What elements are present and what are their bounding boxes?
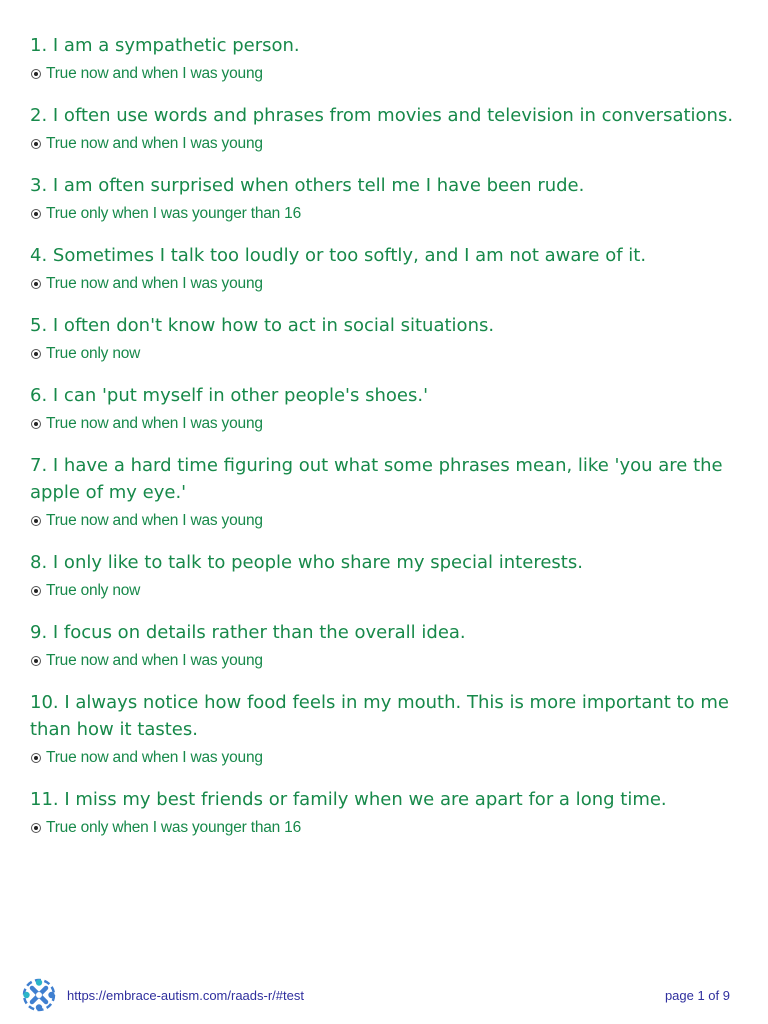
answer-label: True now and when I was young: [46, 65, 263, 82]
question-text: 1. I am a sympathetic person.: [30, 35, 300, 56]
radio-selected-icon: [31, 279, 41, 289]
selected-answer: [30, 344, 742, 364]
question-item: [30, 689, 742, 768]
question-item: [30, 102, 742, 154]
answer-label: True now and when I was young: [46, 135, 263, 152]
question-item: [30, 32, 742, 84]
selected-answer: [30, 748, 742, 768]
selected-answer: [30, 274, 742, 294]
selected-answer: [30, 414, 742, 434]
question-text: 6. I can 'put myself in other people's shoes.': [30, 385, 429, 406]
question-item: [30, 382, 742, 434]
answer-label: True now and when I was young: [46, 749, 263, 766]
answer-label: True only when I was younger than 16: [46, 205, 302, 222]
radio-selected-icon: [31, 419, 41, 429]
selected-answer: [30, 651, 742, 671]
question-item: [30, 452, 742, 531]
question-item: [30, 619, 742, 671]
answer-label: True now and when I was young: [46, 512, 263, 529]
question-text: 2. I often use words and phrases from movies and television in conversations.: [30, 105, 734, 126]
answer-label: True now and when I was young: [46, 275, 263, 292]
answer-label: True only when I was younger than 16: [46, 819, 302, 836]
question-text: 8. I only like to talk to people who share my special interests.: [30, 552, 583, 573]
answer-label: True only now: [46, 582, 141, 599]
answer-label: True now and when I was young: [46, 415, 263, 432]
radio-selected-icon: [31, 209, 41, 219]
question-text: 10. I always notice how food feels in my mouth. This is more important to me than how it tastes.: [30, 692, 729, 740]
answer-label: True only now: [46, 345, 141, 362]
selected-answer: [30, 64, 742, 84]
radio-selected-icon: [31, 656, 41, 666]
question-item: [30, 549, 742, 601]
radio-selected-icon: [31, 349, 41, 359]
page-footer: [20, 976, 730, 1014]
question-text: 11. I miss my best friends or family when we are apart for a long time.: [30, 789, 667, 810]
question-item: [30, 312, 742, 364]
question-text: 9. I focus on details rather than the overall idea.: [30, 622, 466, 643]
selected-answer: [30, 581, 742, 601]
question-list: [30, 32, 742, 856]
question-text: 4. Sometimes I talk too loudly or too softly, and I am not aware of it.: [30, 245, 647, 266]
answer-label: True now and when I was young: [46, 652, 263, 669]
page-number: page 1 of 9: [664, 987, 730, 1003]
selected-answer: [30, 204, 742, 224]
selected-answer: [30, 511, 742, 531]
question-item: [30, 786, 742, 838]
radio-selected-icon: [31, 586, 41, 596]
question-text: 5. I often don't know how to act in social situations.: [30, 315, 495, 336]
radio-selected-icon: [31, 823, 41, 833]
radio-selected-icon: [31, 139, 41, 149]
radio-selected-icon: [31, 69, 41, 79]
selected-answer: [30, 134, 742, 154]
question-item: [30, 172, 742, 224]
selected-answer: [30, 818, 742, 838]
question-text: 7. I have a hard time figuring out what some phrases mean, like 'you are the apple of my eye.': [30, 455, 723, 503]
question-text: 3. I am often surprised when others tell me I have been rude.: [30, 175, 585, 196]
radio-selected-icon: [31, 516, 41, 526]
footer-url-link[interactable]: https://embrace-autism.com/raads-r/#test: [67, 987, 304, 1003]
radio-selected-icon: [31, 753, 41, 763]
question-item: [30, 242, 742, 294]
embrace-autism-logo-icon: [20, 976, 58, 1014]
